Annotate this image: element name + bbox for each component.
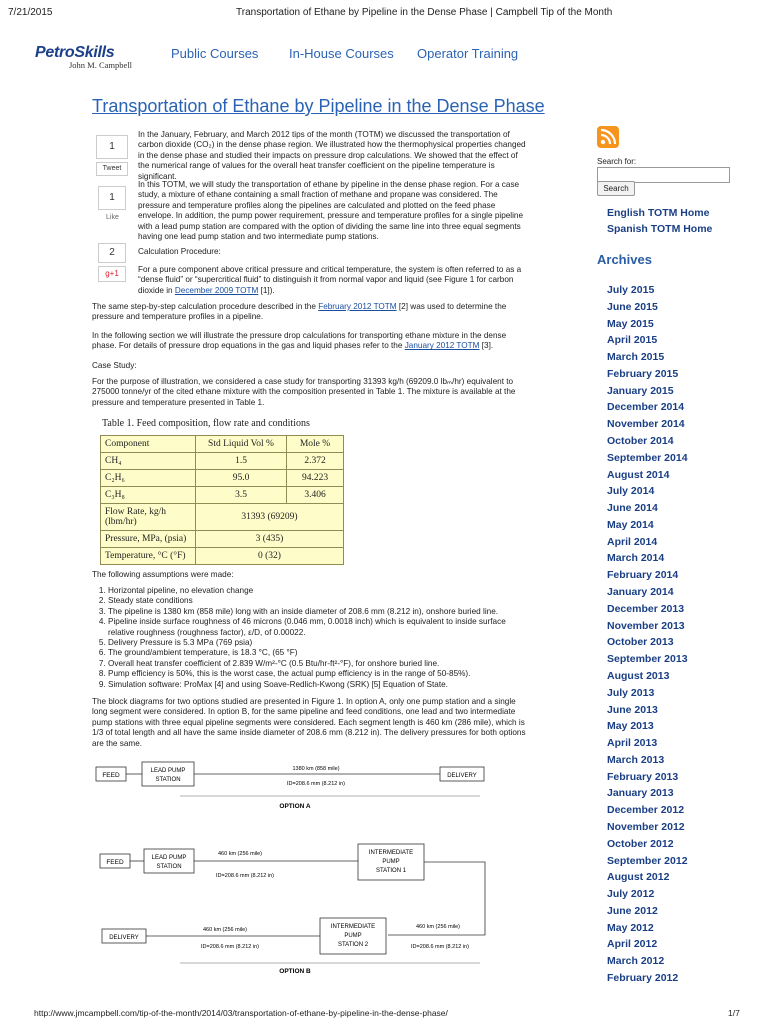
archive-link[interactable]: November 2014 [607,418,685,431]
spanish-totm-home-link[interactable]: Spanish TOTM Home [607,223,713,235]
rss-icon[interactable] [597,126,619,148]
like-button[interactable]: Like [106,214,119,221]
station-label: INTERMEDIATE [330,924,376,930]
archive-link[interactable]: February 2015 [607,367,679,380]
list-item: 2. Steady state conditions [108,596,528,606]
archive-link[interactable]: April 2015 [607,334,658,347]
option-a-diagram [90,752,530,812]
station-label: STATION 2 [337,942,369,948]
list-item: 3. The pipeline is 1380 km (858 mile) long with an inside diameter of 208.6 mm (8.212 in), onshore buried line. [108,607,528,617]
archive-link[interactable]: October 2014 [607,435,674,448]
list-item: 6. The ground/ambient temperature, is 18.3 °C, (65 °F) [108,648,528,658]
archive-link[interactable]: August 2014 [607,468,670,481]
assumptions-list [92,586,528,690]
archive-link[interactable]: March 2015 [607,351,665,364]
archive-link[interactable]: November 2012 [607,820,685,833]
list-item: 8. Pump efficiency is 50%, this is the worst case, the actual pump efficiency is in the range of 50-85%). [108,669,528,679]
archive-link[interactable]: April 2014 [607,535,658,548]
length-label: 460 km (256 mile) [415,924,461,930]
list-item: 5. Delivery Pressure is 5.3 MPa (769 psia) [108,638,528,648]
table-cell: 1.5 [196,453,287,470]
calc-paragraph: For a pure component above critical pressure and critical temperature, the system is often referred to as a “dense fluid” or “supercritical fluid” to distinguish it from normal vapor and liquid (see Figure 1 for carbon dioxide in December 2009 TOTM [1]). [138,265,522,295]
logo-sub: John M. Campbell [69,60,133,70]
table-cell: 31393 (69209) [196,504,344,531]
tweet-button[interactable]: Tweet [96,162,128,176]
table-cell: Temperature, °C (°F) [101,548,196,565]
search-button[interactable]: Search [597,181,635,196]
table-cell: 94.223 [287,470,344,487]
following-section-paragraph: In the following section we will illustrate the pressure drop calculations for transporting ethane mixture in the dense phase. For details of pressure drop equations in the gas and liquid phases refer to the January 2012 TOTM [3]. [92,331,507,351]
block-diagram-paragraph: The block diagrams for two options studied are presented in Figure 1. In option A, only one pump station and a single long segment were considered. In option B, for the same pipeline and feed conditions, one lead and two intermediate pump stations with three equal pipeline segments were considered. Each segment length is 460 km (286 mile), which is 1/3 of total length and all have the same inside diameter of 208.6 mm (8.212 in). The delivery pressures for both options are the same. [92,697,526,748]
diameter-label: ID=208.6 mm (8.212 in) [201,944,259,950]
link-january-2012[interactable]: January 2012 TOTM [404,341,480,351]
lead-pump-label: STATION [156,864,182,870]
table1-caption: Table 1. Feed composition, flow rate and conditions [102,418,310,429]
delivery-label: DELIVERY [447,773,477,779]
archive-link[interactable]: April 2012 [607,938,658,951]
lead-pump-label: STATION [155,777,181,783]
archive-link[interactable]: August 2013 [607,669,670,682]
lead-pump-label: LEAD PUMP [150,768,186,774]
archive-link[interactable]: December 2013 [607,602,685,615]
diameter-label: ID=208.6 mm (8.212 in) [216,873,274,879]
archive-link[interactable]: October 2013 [607,636,674,649]
station-label: PUMP [344,933,362,939]
archive-link[interactable]: January 2013 [607,787,674,800]
english-totm-home-link[interactable]: English TOTM Home [607,207,710,219]
table-header-cell: Std Liquid Vol % [196,436,287,453]
nav-in-house-courses[interactable]: In-House Courses [289,46,394,61]
station-label: STATION 1 [375,868,407,874]
list-item: 4. Pipeline inside surface roughness of 46 microns (0.046 mm, 0.0018 inch) which is equivalent to inside surface relative roughness (roughness factor), ε/D, of 0.00022. [108,617,528,638]
list-item: 9. Simulation software: ProMax [4] and using Soave-Redlich-Kwong (SRK) [5] Equation of State. [108,680,528,690]
archive-link[interactable]: June 2013 [607,703,658,716]
assumptions-intro: The following assumptions were made: [92,570,234,579]
table-cell: 3.406 [287,487,344,504]
archive-link[interactable]: February 2012 [607,971,679,984]
archive-link[interactable]: August 2012 [607,871,670,884]
table-cell: Pressure, MPa, (psia) [101,531,196,548]
option-b-label: OPTION B [279,968,311,975]
archive-link[interactable]: September 2014 [607,451,688,464]
archive-link[interactable]: October 2012 [607,837,674,850]
table-cell: 3 (435) [196,531,344,548]
link-february-2012[interactable]: February 2012 TOTM [318,302,397,311]
option-b-diagram [90,840,530,975]
archive-link[interactable]: May 2012 [607,921,654,934]
footer-url: http://www.jmcampbell.com/tip-of-the-month/2014/03/transportation-of-ethane-by-pipeline-in-the-dense-phase/ [34,1008,448,1018]
length-label: 1380 km (858 mile) [292,766,340,772]
length-label: 460 km (256 mile) [202,927,248,933]
archive-link[interactable]: June 2015 [607,300,658,313]
archive-link[interactable]: May 2014 [607,518,654,531]
list-item: 7. Overall heat transfer coefficient of 2.839 W/m²-°C (0.5 Btu/hr-ft²-°F), for onshore buried line. [108,659,528,669]
archive-link[interactable]: September 2013 [607,653,688,666]
station-label: PUMP [382,859,400,865]
archive-link[interactable]: July 2013 [607,686,655,699]
delivery-label: DELIVERY [109,935,139,941]
intro-paragraph-1: In the January, February, and March 2012 tips of the month (TOTM) we discussed the transportation of carbon dioxide (CO₂) in the dense phase region. We illustrated how the thermophysical properties changed in the dense phase and studied their impacts on pressure drop calculations. We showed that the effect of the numerical range of values for the overall heat transfer coefficient on the pipeline temperature is significant. [138,130,526,181]
archive-link[interactable]: December 2012 [607,804,685,817]
like-count: 1 [98,186,126,210]
option-a-label: OPTION A [279,803,311,810]
table-cell: C₂H₆ [101,470,196,487]
nav-public-courses[interactable]: Public Courses [171,46,259,61]
table-row [101,531,344,548]
archive-link[interactable]: February 2013 [607,770,679,783]
archive-link[interactable]: March 2012 [607,955,665,968]
archive-link[interactable]: April 2013 [607,737,658,750]
table-header-cell: Component [101,436,196,453]
link-december-2009[interactable]: December 2009 TOTM [174,285,259,295]
length-label: 460 km (256 mile) [217,851,263,857]
archive-link[interactable]: March 2013 [607,753,665,766]
case-heading: Case Study: [92,361,137,370]
table-cell: 3.5 [196,487,287,504]
case-paragraph: For the purpose of illustration, we considered a case study for transporting 31393 kg/h (69209.0 lbₘ/hr) equivalent to 275000 tonne/yr of the cited ethane mixture with the composition presented in Table 1. The mixture is available at the pressure and temperature presented in Table 1. [92,377,516,407]
table-header-row [101,436,344,453]
table-cell: C₃H₈ [101,487,196,504]
article-title[interactable]: Transportation of Ethane by Pipeline in the Dense Phase [92,96,545,116]
nav-operator-training[interactable]: Operator Training [417,46,519,61]
table-cell: Flow Rate, kg/h (lbm/hr) [101,504,196,531]
print-page-title: Transportation of Ethane by Pipeline in the Dense Phase | Campbell Tip of the Month [236,7,613,18]
same-procedure-paragraph: The same step-by-step calculation procedure described in the February 2012 TOTM [2] was used to determine the pressure and temperature profiles in a pipeline. [92,302,507,322]
search-label: Search for: [597,157,637,166]
print-date: 7/21/2015 [8,7,53,18]
intro-paragraph-2: In this TOTM, we will study the transportation of ethane by pipeline in the dense phase region. For a case study, a mixture of ethane containing a small fraction of methane and propane was considered. The pressure and temperature profiles along the pipelines are calculated and plotted on the feed phase envelope. In addition, the pump power requirement, pressure and temperature profiles for a single pipeline with a lead pump station are compared with the option of dividing the same line into three equal segments having one lead pump station and two intermediate pump stations. [138,180,524,242]
archive-link[interactable]: January 2014 [607,586,674,599]
diameter-label: ID=208.6 mm (8.212 in) [411,944,469,950]
feed-label: FEED [106,859,124,866]
table-cell: CH₄ [101,453,196,470]
archive-link[interactable]: June 2014 [607,502,658,515]
archive-link[interactable]: February 2014 [607,569,679,582]
archive-link[interactable]: May 2013 [607,720,654,733]
gplus-count: 2 [98,243,126,263]
archive-link[interactable]: July 2012 [607,888,655,901]
table-row [101,470,344,487]
calc-heading: Calculation Procedure: [138,247,221,256]
lead-pump-label: LEAD PUMP [151,855,187,861]
table-cell: 2.372 [287,453,344,470]
feed-label: FEED [102,772,120,779]
table-row [101,453,344,470]
archive-link[interactable]: January 2015 [607,384,674,397]
tweet-count: 1 [96,135,128,159]
footer-page-number: 1/7 [728,1008,740,1018]
gplus-button[interactable]: g+1 [98,266,126,282]
archive-link[interactable]: July 2015 [607,284,655,296]
table-row [101,504,344,531]
list-item: 1. Horizontal pipeline, no elevation change [108,586,528,596]
feed-table [100,435,344,565]
archive-link[interactable]: June 2012 [607,904,658,917]
archive-link[interactable]: December 2014 [607,401,685,414]
table-header-cell: Mole % [287,436,344,453]
archives-title: Archives [597,252,652,267]
table-row [101,487,344,504]
station-label: INTERMEDIATE [368,850,414,856]
archive-link[interactable]: September 2012 [607,854,688,867]
diameter-label: ID=208.6 mm (8.212 in) [287,781,345,787]
table-row [101,548,344,565]
archive-link[interactable]: May 2015 [607,317,654,330]
archive-link[interactable]: November 2013 [607,619,685,632]
archive-link[interactable]: March 2014 [607,552,665,565]
petroskills-logo[interactable] [35,44,132,70]
logo-brand: PetroSkills [35,44,115,61]
table-cell: 95.0 [196,470,287,487]
table-cell: 0 (32) [196,548,344,565]
archive-link[interactable]: July 2014 [607,485,655,498]
